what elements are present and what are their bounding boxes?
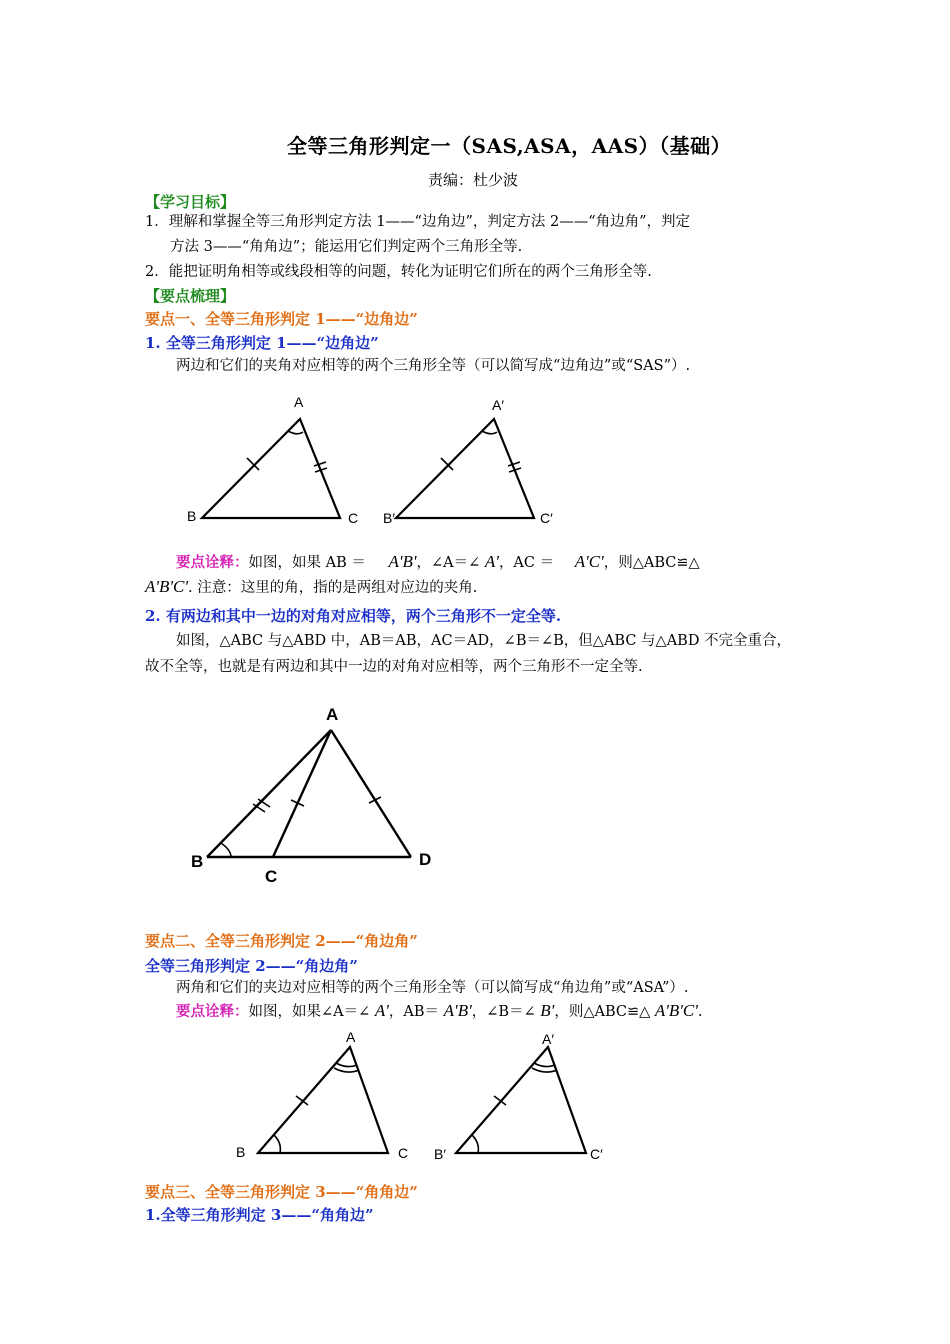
note-text: . 注意：这里的角，指的是两组对应边的夹角. (188, 580, 478, 596)
math-symbol: A'B' (388, 552, 417, 571)
math-symbol: A'C' (574, 552, 604, 571)
label-c-prime: C′ (540, 510, 553, 526)
note-label: 要点诠释： (176, 1003, 249, 1020)
math-symbol: A' (484, 552, 499, 571)
section2-heading: 要点二、全等三角形判定 2——“角边角” (145, 932, 418, 950)
note-text: ，∠B＝∠ (471, 1004, 536, 1020)
label-a-prime: A′ (542, 1031, 554, 1047)
math-symbol: A' (374, 1001, 389, 1020)
label-a: A (346, 1029, 356, 1045)
section3-sub: 1.全等三角形判定 3——“角角边” (145, 1206, 374, 1224)
section2-sub: 全等三角形判定 2——“角边角” (145, 957, 358, 975)
goal-item: 2．能把证明角相等或线段相等的问题，转化为证明它们所在的两个三角形全等. (145, 264, 652, 280)
section2-text: 两角和它们的夹边对应相等的两个三角形全等（可以简写成“角边角”或“ASA”）. (176, 980, 689, 996)
note-text: ，AB＝ (388, 1004, 440, 1020)
note-text: 如图，如果 AB ＝ (248, 555, 366, 571)
label-b: B (187, 508, 197, 524)
goal-item: 1．理解和掌握全等三角形判定方法 1——“边角边”，判定方法 2——“角边角”，判定 (145, 214, 691, 230)
section1-note-cont (145, 576, 477, 599)
note-text: ，∠A＝∠ (416, 555, 481, 571)
label-a-prime: A′ (492, 397, 504, 413)
points-heading: 【要点梳理】 (145, 287, 236, 305)
label-b-prime: B′ (383, 510, 395, 526)
note-text: ，则△ABC≌△ (554, 1004, 651, 1020)
section1-text2a: 如图，△ABC 与△ABD 中，AB＝AB，AC＝AD，∠B＝∠B，但△ABC 与△ABD 不完全重合， (176, 633, 792, 649)
label-c: C (265, 867, 278, 886)
label-d: D (419, 850, 432, 869)
note-text: ，AC ＝ (498, 555, 555, 571)
label-b: B (236, 1144, 246, 1160)
figure-ssa-triangles (185, 700, 445, 890)
label-c-prime: C′ (590, 1146, 603, 1162)
section1-note (176, 551, 700, 574)
note-text: 如图，如果∠A＝∠ (248, 1004, 371, 1020)
math-symbol: B' (540, 1001, 555, 1020)
figure-sas-triangles (180, 390, 580, 530)
note-text: ，则△ABC≌△ (603, 555, 700, 571)
label-a: A (326, 705, 339, 724)
section2-note (176, 1000, 703, 1023)
label-c: C (348, 510, 359, 526)
section1-text2b: 故不全等，也就是有两边和其中一边的对角对应相等，两个三角形不一定全等. (145, 659, 643, 675)
goals-heading: 【学习目标】 (145, 193, 236, 211)
page-title: 全等三角形判定一（SAS,ASA，AAS）（基础） (287, 134, 732, 158)
math-symbol: A'B' (443, 1001, 472, 1020)
section1-sub2: 2. 有两边和其中一边的对角对应相等，两个三角形不一定全等. (145, 607, 562, 625)
label-b-prime: B′ (434, 1146, 446, 1162)
label-c: C (398, 1145, 409, 1161)
math-symbol: A'B'C' (654, 1001, 698, 1020)
goal-item: 方法 3——“角角边”；能运用它们判定两个三角形全等. (170, 239, 523, 255)
label-b: B (191, 852, 204, 871)
note-text: . (697, 1004, 703, 1020)
math-symbol: A'B'C' (145, 577, 189, 596)
section1-text1: 两边和它们的夹角对应相等的两个三角形全等（可以简写成“边角边”或“SAS”）. (176, 358, 691, 374)
author-line: 责编：杜少波 (428, 171, 519, 189)
section3-heading: 要点三、全等三角形判定 3——“角角边” (145, 1183, 418, 1201)
note-label: 要点诠释： (176, 554, 249, 571)
section1-heading: 要点一、全等三角形判定 1——“边角边” (145, 310, 418, 328)
section1-sub1: 1. 全等三角形判定 1——“边角边” (145, 334, 379, 352)
label-a: A (294, 394, 304, 410)
figure-asa-triangles (230, 1025, 620, 1170)
